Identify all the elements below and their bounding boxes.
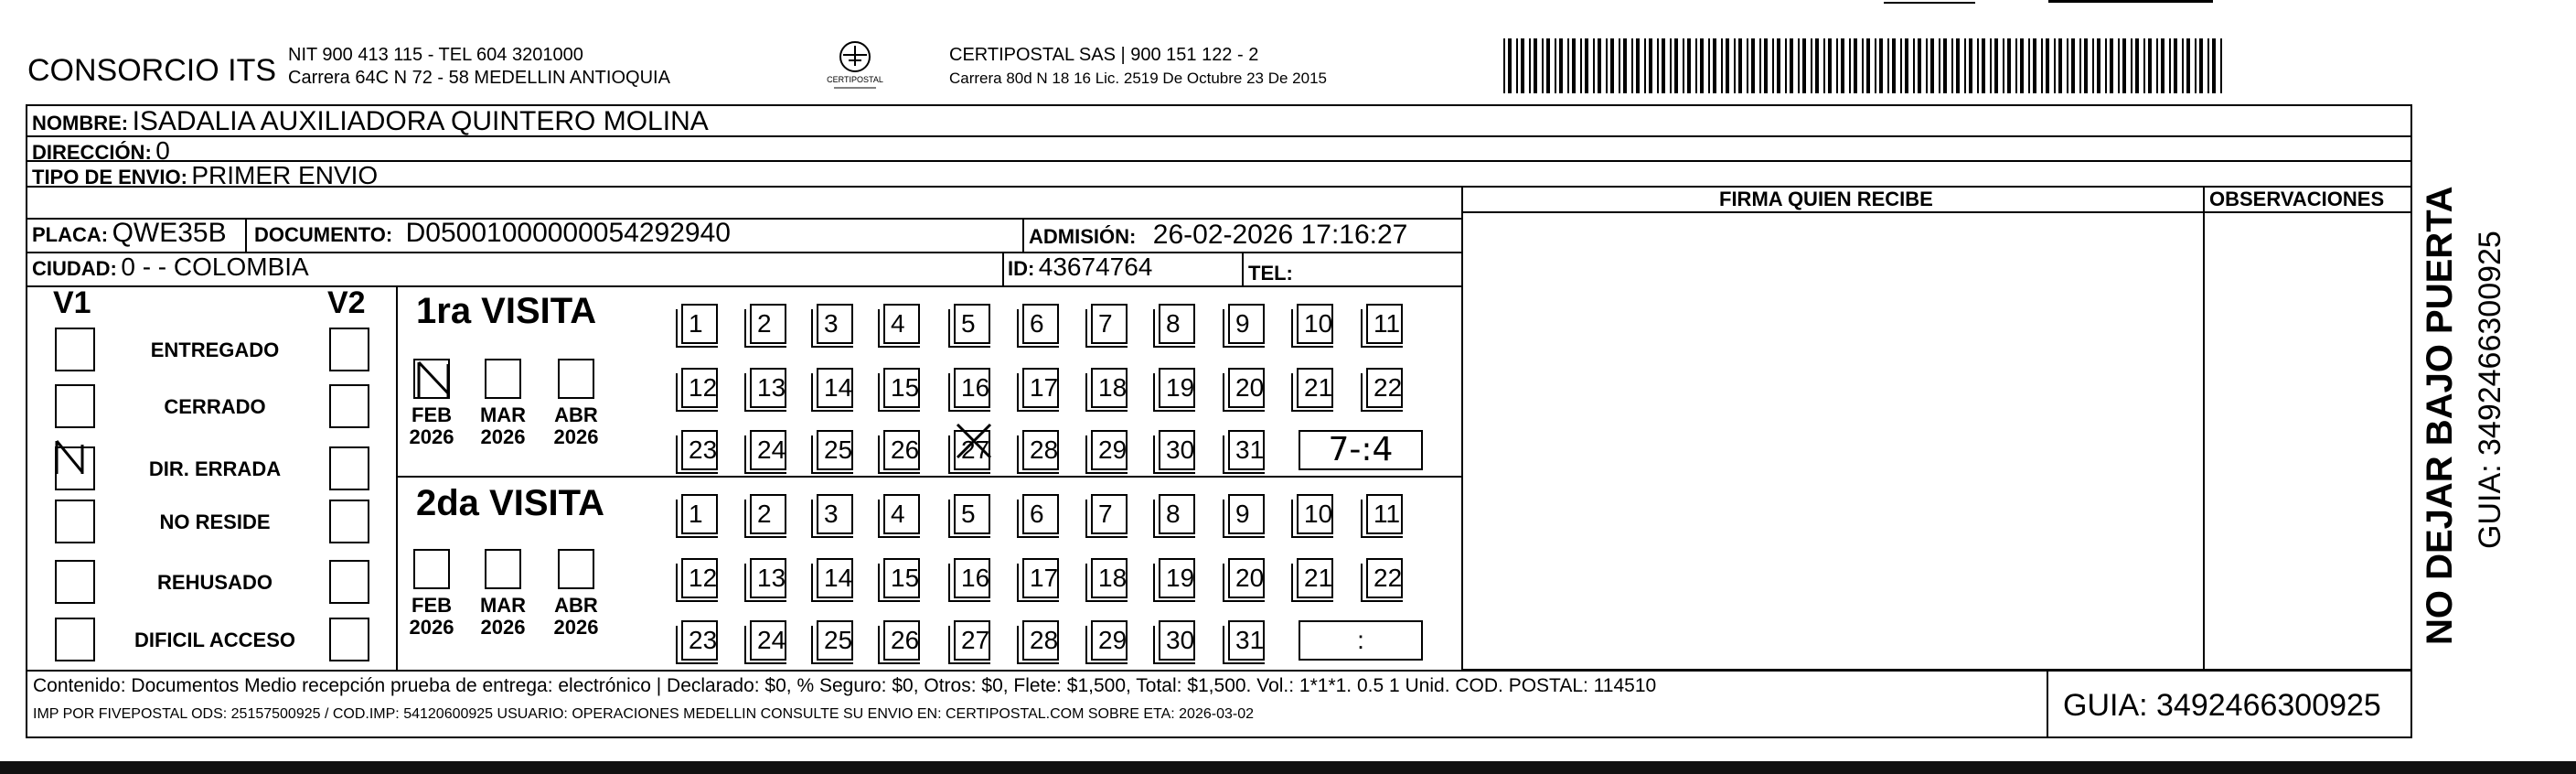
column-divider [2203,186,2205,670]
day-box-13[interactable]: 13 [750,368,786,408]
barcode-bar [1708,38,1710,93]
month-year: 2026 [409,616,454,639]
day-box-2[interactable]: 2 [750,304,786,344]
admision-value: 26-02-2026 17:16:27 [1152,220,1408,250]
nombre-value: ISADALIA AUXILIADORA QUINTERO MOLINA [132,106,709,136]
day-box-26[interactable]: 26 [883,430,920,470]
barcode-bar [2174,38,2177,93]
barcode-bar [1811,38,1812,93]
barcode-bar [2041,38,2043,93]
barcode-bar [1854,38,1857,93]
barcode-bar [2015,38,2017,93]
barcode-bar [1841,38,1844,93]
row-divider [26,160,2412,162]
v2-header: V2 [327,285,366,320]
day-box-24[interactable]: 24 [750,620,786,661]
day-box-4[interactable]: 4 [883,494,920,534]
v2-checkbox[interactable] [329,618,369,661]
logo-text: CERTIPOSTAL [827,75,883,84]
day-box-3[interactable]: 3 [817,304,853,344]
barcode-bar [1598,38,1601,93]
top-edge-line [1884,2,1975,4]
month-name: MAR [479,403,527,426]
day-box-28[interactable]: 28 [1022,430,1059,470]
barcode-bar [1734,38,1736,93]
day-box-29[interactable]: 29 [1091,430,1128,470]
barcode-bar [1700,38,1704,93]
month-checkbox[interactable] [558,359,594,399]
day-box-20[interactable]: 20 [1228,368,1265,408]
guia-vertical: GUIA: 3492466300925 [2473,231,2507,549]
day-box-16[interactable]: 16 [954,368,990,408]
barcode-bar [2058,38,2062,93]
day-box-6[interactable]: 6 [1022,494,1059,534]
day-box-22[interactable]: 22 [1366,558,1403,598]
feb-first-mark [413,357,454,410]
barcode-bar [2169,38,2171,93]
month-label [549,404,604,448]
day-box-4[interactable]: 4 [883,304,920,344]
barcode [1500,38,2231,93]
day-box-8[interactable]: 8 [1159,494,1195,534]
month-year: 2026 [409,425,454,448]
month-name: FEB [412,403,452,426]
barcode-bar [1503,38,1505,93]
option-label: DIR. ERRADA [148,457,282,480]
barcode-bar [1695,38,1697,93]
month-label [476,595,530,639]
month-name: ABR [554,594,598,617]
barcode-bar [1828,38,1832,93]
barcode-bar [2007,38,2011,93]
barcode-bar [1875,38,1876,93]
day-box-29[interactable]: 29 [1091,620,1128,661]
barcode-bar [1529,38,1531,93]
option-label: NO RESIDE [159,511,271,533]
month-checkbox[interactable] [558,549,594,589]
month-checkbox[interactable] [485,549,521,589]
barcode-bar [2199,38,2203,93]
day-box-31[interactable]: 31 [1228,620,1265,661]
direccion-label: DIRECCIÓN: [32,141,152,164]
barcode-bar [1657,38,1659,93]
second-visit-time[interactable]: : [1299,620,1423,661]
barcode-bar [2092,38,2094,93]
day-box-28[interactable]: 28 [1022,620,1059,661]
placa-label: PLACA: [32,223,109,246]
day-box-7[interactable]: 7 [1091,304,1128,344]
imp-line: IMP POR FIVEPOSTAL ODS: 25157500925 / COD.IMP: 54120600925 USUARIO: OPERACIONES MEDELLIN CONSULTE SU ENVIO EN: CERTIPOSTAL.COM SOBRE ETA: 2026-03-02 [33,706,1254,722]
month-label [404,404,459,448]
day-box-17[interactable]: 17 [1022,558,1059,598]
barcode-bar [2118,38,2120,93]
barcode-bar [1546,38,1550,93]
barcode-bar [1951,38,1953,93]
barcode-bar [1721,38,1723,93]
barcode-bar [1559,38,1563,93]
v2-checkbox[interactable] [329,328,369,371]
tipo-label: TIPO DE ENVIO: [32,166,187,188]
column-divider [1461,186,1463,670]
barcode-bar [1836,38,1838,93]
month-year: 2026 [553,616,599,639]
barcode-bar [2122,38,2126,93]
day-box-20[interactable]: 20 [1228,558,1265,598]
admision-label: ADMISIÓN: [1029,225,1137,248]
barcode-bar [2071,38,2075,93]
barcode-bar [1969,38,1972,93]
barcode-bar [1913,38,1915,93]
placa-row [32,218,227,249]
option-label: DIFICIL ACCESO [134,629,295,651]
day-box-13[interactable]: 13 [750,558,786,598]
v1-checkbox[interactable] [55,384,95,428]
carrier-line: CERTIPOSTAL SAS | 900 151 122 - 2 [949,45,1259,65]
barcode-bar [1815,38,1819,93]
first-visit-time[interactable]: 7-:4 [1299,430,1423,470]
barcode-bar [1713,38,1716,93]
day-box-6[interactable]: 6 [1022,304,1059,344]
documento-row [254,218,731,249]
day-box-18[interactable]: 18 [1091,558,1128,598]
barcode-bar [1990,38,1992,93]
barcode-bar [2207,38,2209,93]
barcode-bar [1670,38,1672,93]
tipo-value: PRIMER ENVIO [191,161,379,189]
month-checkbox[interactable] [485,359,521,399]
barcode-bar [2054,38,2056,93]
barcode-bar [1649,38,1652,93]
v1-checkbox[interactable] [55,500,95,543]
barcode-bar [1567,38,1569,93]
day-box-19[interactable]: 19 [1159,368,1195,408]
barcode-bar [1956,38,1960,93]
barcode-bar [1862,38,1864,93]
documento-value: D05001000000054292940 [405,218,731,248]
day-box-23[interactable]: 23 [681,430,718,470]
barcode-bar [1866,38,1870,93]
second-visit-title: 2da VISITA [416,483,604,523]
barcode-bar [2079,38,2081,93]
month-label [404,595,459,639]
barcode-bar [2046,38,2049,93]
id-row [1008,253,1152,282]
barcode-bar [1802,38,1806,93]
field-divider [1242,252,1244,285]
v1-header: V1 [53,285,91,320]
form-frame [26,104,2412,738]
month-year: 2026 [553,425,599,448]
day-box-22[interactable]: 22 [1366,368,1403,408]
barcode-bar [1585,38,1588,93]
visit-divider [396,476,1461,478]
barcode-bar [1726,38,1729,93]
barcode-bar [2110,38,2113,93]
day-box-30[interactable]: 30 [1159,430,1195,470]
day-box-10[interactable]: 10 [1297,494,1333,534]
barcode-bar [1777,38,1780,93]
day-box-27[interactable]: 27 [954,620,990,661]
day-box-25[interactable]: 25 [817,620,853,661]
barcode-bar [1764,38,1768,93]
day-box-21[interactable]: 21 [1297,558,1333,598]
barcode-bar [1939,38,1940,93]
barcode-bar [1580,38,1582,93]
barcode-bar [1636,38,1640,93]
barcode-bar [2033,38,2036,93]
barcode-bar [1644,38,1646,93]
barcode-bar [2003,38,2004,93]
barcode-bar [1619,38,1620,93]
barcode-bar [1516,38,1518,93]
barcode-bar [2097,38,2100,93]
month-label [476,404,530,448]
day-box-12[interactable]: 12 [681,368,718,408]
day-box-26[interactable]: 26 [883,620,920,661]
row-divider [1463,669,2410,671]
barcode-bar [2161,38,2164,93]
first-visit-title: 1ra VISITA [416,291,597,331]
documento-label: DOCUMENTO: [254,223,393,246]
day-box-18[interactable]: 18 [1091,368,1128,408]
barcode-bar [2156,38,2158,93]
barcode-bar [2143,38,2145,93]
barcode-bar [2020,38,2024,93]
barcode-bar [1977,38,1979,93]
barcode-bar [1674,38,1678,93]
day-box-30[interactable]: 30 [1159,620,1195,661]
barcode-bar [2105,38,2107,93]
id-value: 43674764 [1038,253,1153,281]
address-line: Carrera 64C N 72 - 58 MEDELLIN ANTIOQUIA [288,68,670,88]
v2-checkbox[interactable] [329,446,369,490]
day-box-25[interactable]: 25 [817,430,853,470]
barcode-bar [1555,38,1556,93]
day-box-15[interactable]: 15 [883,368,920,408]
barcode-bar [1662,38,1665,93]
day-box-7[interactable]: 7 [1091,494,1128,534]
v2-checkbox[interactable] [329,384,369,428]
barcode-bar [2182,38,2184,93]
barcode-bar [2212,38,2216,93]
field-divider [245,218,247,252]
direccion-value: 0 [155,136,170,165]
barcode-bar [1508,38,1512,93]
barcode-bar [1751,38,1755,93]
day-box-19[interactable]: 19 [1159,558,1195,598]
row-divider [26,186,2412,188]
day-box-27[interactable]: 27 [954,430,990,470]
visit-divider [396,285,398,670]
barcode-bar [1606,38,1608,93]
day-box-5[interactable]: 5 [954,304,990,344]
barcode-bar [1521,38,1524,93]
barcode-bar [1785,38,1787,93]
nombre-label: NOMBRE: [32,112,129,134]
day-box-15[interactable]: 15 [883,558,920,598]
barcode-bar [1610,38,1614,93]
option-label: CERRADO [164,395,266,418]
month-year: 2026 [480,425,526,448]
v1-dir-errada-mark [51,437,88,487]
month-name: ABR [554,403,598,426]
barcode-bar [1823,38,1825,93]
barcode-bar [1683,38,1684,93]
barcode-bar [2148,38,2152,93]
company-name: CONSORCIO ITS [27,53,277,88]
barcode-bar [1887,38,1889,93]
day-box-3[interactable]: 3 [817,494,853,534]
month-name: MAR [479,594,527,617]
barcode-bar [1747,38,1748,93]
ciudad-row [32,253,309,282]
barcode-bar [1593,38,1595,93]
v1-checkbox[interactable] [55,328,95,371]
day-box-14[interactable]: 14 [817,368,853,408]
tipo-row [32,161,378,190]
barcode-bar [1687,38,1691,93]
barcode-bar [1631,38,1633,93]
barcode-bar [2135,38,2139,93]
month-name: FEB [412,594,452,617]
barcode-bar [2084,38,2088,93]
v1-checkbox[interactable] [55,560,95,604]
field-divider [1022,218,1024,252]
field-divider [1002,252,1004,285]
barcode-bar [1623,38,1627,93]
day-box-8[interactable]: 8 [1159,304,1195,344]
barcode-bar [2067,38,2068,93]
month-checkbox[interactable] [413,549,450,589]
month-year: 2026 [480,616,526,639]
barcode-bar [2131,38,2132,93]
barcode-bar [1849,38,1851,93]
barcode-bar [2195,38,2197,93]
v2-checkbox[interactable] [329,500,369,543]
month-label [549,595,604,639]
barcode-bar [1900,38,1902,93]
no-dejar-bajo-puerta: NO DEJAR BAJO PUERTA [2420,186,2460,645]
v2-checkbox[interactable] [329,560,369,604]
day-box-1[interactable]: 1 [681,494,718,534]
barcode-bar [1572,38,1576,93]
day-box-21[interactable]: 21 [1297,368,1333,408]
barcode-bar [1918,38,1921,93]
barcode-bar [1798,38,1800,93]
day-27-mark [954,421,994,470]
day-box-11[interactable]: 11 [1366,494,1403,534]
option-label: ENTREGADO [150,339,280,361]
ciudad-label: CIUDAD: [32,257,117,280]
content-line: Contenido: Documentos Medio recepción prueba de entrega: electrónico | Declarado: $0, % Seguro: $0, Otros: $0, Flete: $1,500, Total: $1,500. Vol.: 1*1*1. 0.5 1 Unid. COD. POSTAL: 114510 [33,675,1657,696]
barcode-bar [1926,38,1928,93]
barcode-bar [1759,38,1761,93]
placa-value: QWE35B [112,218,227,248]
barcode-bar [1542,38,1544,93]
guia-footer: GUIA: 3492466300925 [2063,688,2381,723]
observaciones-header: OBSERVACIONES [2209,188,2385,210]
footer-divider [2047,670,2048,738]
day-box-17[interactable]: 17 [1022,368,1059,408]
column-divider [2410,135,2412,670]
barcode-bar [1994,38,1998,93]
v1-checkbox[interactable] [55,618,95,661]
day-box-2[interactable]: 2 [750,494,786,534]
day-box-31[interactable]: 31 [1228,430,1265,470]
barcode-bar [1772,38,1774,93]
barcode-bar [1964,38,1966,93]
day-box-9[interactable]: 9 [1228,494,1265,534]
id-label: ID: [1008,257,1035,280]
day-box-16[interactable]: 16 [954,558,990,598]
barcode-bar [1982,38,1985,93]
barcode-bar [1892,38,1896,93]
ciudad-value: 0 - - COLOMBIA [121,253,309,281]
barcode-bar [1534,38,1537,93]
barcode-bar [2220,38,2222,93]
day-box-12[interactable]: 12 [681,558,718,598]
day-box-24[interactable]: 24 [750,430,786,470]
option-label: REHUSADO [157,571,273,594]
nombre-row [32,106,709,137]
top-edge-line [2048,0,2213,3]
barcode-bar [2028,38,2030,93]
barcode-bar [1943,38,1947,93]
nit-line: NIT 900 413 115 - TEL 604 3201000 [288,45,583,65]
firma-header: FIRMA QUIEN RECIBE [1719,188,1933,210]
barcode-bar [1930,38,1934,93]
day-box-10[interactable]: 10 [1297,304,1333,344]
day-box-5[interactable]: 5 [954,494,990,534]
day-box-9[interactable]: 9 [1228,304,1265,344]
row-divider [1463,211,2412,213]
certipostal-logo [823,38,887,91]
tel-label: TEL: [1248,262,1293,285]
license-line: Carrera 80d N 18 16 Lic. 2519 De Octubre 23 De 2015 [949,70,1327,87]
barcode-bar [1790,38,1793,93]
barcode-bar [2186,38,2190,93]
day-box-11[interactable]: 11 [1366,304,1403,344]
bottom-band [0,761,2576,774]
day-box-1[interactable]: 1 [681,304,718,344]
barcode-bar [1879,38,1883,93]
barcode-bar [1905,38,1908,93]
day-box-23[interactable]: 23 [681,620,718,661]
admision-row [1029,220,1407,251]
tel-row [1248,256,1293,287]
day-box-14[interactable]: 14 [817,558,853,598]
barcode-bar [1738,38,1742,93]
